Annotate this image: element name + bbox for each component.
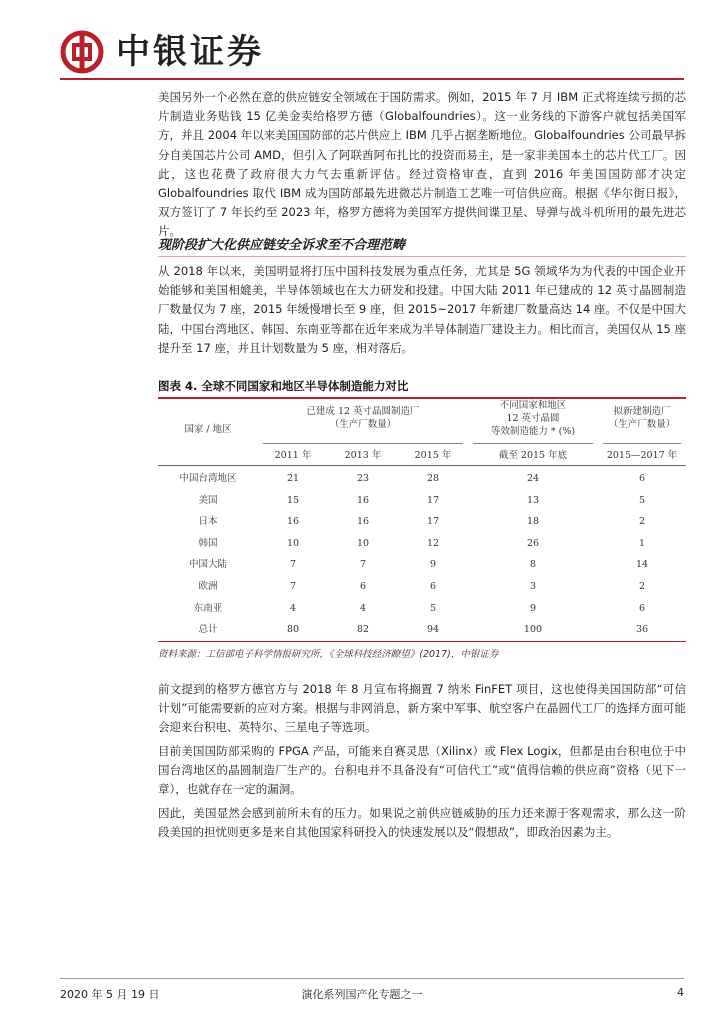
cell-region: 中国大陆 [188, 559, 227, 571]
cell-2011: 21 [286, 473, 300, 484]
col-group-capacity-line3: 等效制造能力 * (%) [490, 426, 576, 437]
cell-2013: 7 [359, 559, 367, 571]
cell-planned: 2 [638, 516, 646, 528]
cell-capacity: 3 [529, 581, 537, 592]
cell-2015: 6 [429, 581, 437, 592]
col-header-2015-2017: 2015—2017 年 [606, 450, 678, 461]
cell-2013: 16 [356, 516, 370, 528]
col-group-planned-line2: （生产厂数量） [608, 419, 676, 430]
col-header-2013: 2013 年 [344, 450, 382, 461]
col-header-2015: 2015 年 [414, 450, 452, 461]
paragraph-fpga: 目前美国国防部采购的 FPGA 产品，可能来自赛灵思（Xilinx）或 Flex Logix，但都是由台积电位于中国台湾地区的晶圆制造厂生产的。台积电并不具备没有“可信代工”或“值得信赖的供应商”资格（见下一章），也就存在一定的漏洞。 [158, 744, 686, 797]
cell-2015: 17 [426, 494, 440, 506]
cell-2015: 12 [426, 537, 440, 549]
cell-capacity: 18 [526, 516, 540, 528]
col-group-capacity-line1: 不同国家和地区 [499, 400, 567, 411]
cell-region: 中国台湾地区 [179, 473, 237, 484]
cell-2011: 10 [286, 537, 300, 549]
header-bottom-rule [158, 465, 686, 466]
brand-logo [60, 30, 264, 74]
cell-2011: 15 [286, 494, 300, 506]
cell-2011: 4 [289, 602, 297, 614]
cell-2011: 7 [289, 559, 297, 571]
cell-2013: 16 [356, 494, 370, 506]
section-heading: 现阶段扩大化供应链安全诉求至不合理范畴 [158, 238, 406, 253]
table-source-note: 资料来源：工信部电子科学情报研究所，《全球科技经济瞭望》(2017)，中银证券 [158, 649, 499, 660]
page-number: 4 [677, 986, 684, 999]
col-header-2015-end: 截至 2015 年底 [498, 450, 568, 461]
cell-2013: 6 [359, 581, 367, 592]
table-title: 图表 4. 全球不同国家和地区半导体制造能力对比 [158, 379, 409, 393]
cell-region: 东南亚 [193, 602, 223, 614]
cell-2013: 10 [356, 537, 370, 549]
cell-planned: 6 [638, 602, 646, 614]
paragraph-china-fabs: 从 2018 年以来，美国明显将打压中国科技发展为重点任务，尤其是 5G 领域华为为代表的中国企业开始能够和美国相媲美，半导体领域也在大力研发和投建。中国大陆 2011 年已建成的 12 英寸晶圆制造厂数量仅为 7 座，2015 年缓慢增长至 9 座，但 2015~2017 年新建厂数量高达 14 座。不仅是中国大陆，中国台湾地区、韩国、东南亚等都在近年来成为半导体制造厂建设主力。相比而言，美国仅从 15 座提升至 17 座，并且计划数量为 5 座，相对落后。 [158, 264, 686, 355]
table-top-rule [158, 397, 686, 399]
cell-capacity: 9 [529, 602, 537, 614]
cell-2015: 17 [426, 516, 440, 528]
cell-2015: 5 [429, 602, 437, 614]
cell-region: 美国 [198, 494, 218, 506]
cell-planned: 1 [638, 537, 646, 549]
cell-2011: 16 [286, 516, 300, 528]
cell-2011: 7 [289, 581, 297, 592]
cell-planned: 5 [638, 494, 646, 506]
group3-underline [603, 443, 681, 444]
group1-underline [263, 443, 463, 444]
cell-2013: 82 [356, 624, 370, 636]
footer-date: 2020 年 5 月 19 日 [60, 988, 160, 1001]
cell-planned: 14 [635, 559, 649, 571]
col-header-2011: 2011 年 [274, 450, 312, 461]
header-divider [60, 78, 684, 80]
cell-2011: 80 [286, 624, 300, 636]
col-group-built-fabs-line1: 已建成 12 英寸晶圆制造厂 [306, 406, 420, 417]
col-group-planned-line1: 拟新建制造厂 [613, 406, 671, 417]
cell-planned: 6 [638, 473, 646, 484]
cell-capacity: 24 [526, 473, 540, 484]
cell-region: 韩国 [198, 537, 218, 549]
cell-planned: 2 [638, 581, 646, 592]
footer-doc-title: 演化系列国产化专题之一 [301, 988, 423, 1001]
paragraph-finfet: 前文提到的格罗方德官方与 2018 年 8 月宣布将搁置 7 纳米 FinFET 项目，这也使得美国国防部“可信计划”可能需要新的应对方案。根据与非网消息，新方案中军事、航空客户在晶圆代工厂的选择方面可能会迎来台积电、英特尔、三星电子等选项。 [158, 682, 686, 735]
cell-capacity: 8 [529, 559, 537, 571]
cell-region: 欧洲 [198, 581, 218, 592]
cell-capacity: 100 [523, 624, 543, 636]
cell-region: 日本 [198, 516, 218, 528]
col-group-capacity-line2: 12 英寸晶圆 [506, 413, 560, 424]
cell-2013: 4 [359, 602, 367, 614]
cell-2015: 9 [429, 559, 437, 571]
cell-2015: 94 [426, 624, 440, 636]
group2-underline [473, 443, 593, 444]
col-header-region: 国家 / 地区 [184, 424, 232, 435]
paragraph-conclusion: 因此，美国显然会感到前所未有的压力。如果说之前供应链威胁的压力还来源于客观需求，那么这一阶段美国的担忧则更多是来自其他国家科研投入的快速发展以及“假想敌”，即政治因素为主。 [158, 806, 686, 840]
cell-capacity: 13 [526, 494, 540, 506]
table-bottom-rule [158, 641, 686, 642]
bank-of-china-logo-icon [60, 30, 104, 74]
brand-name: 中银证券 [116, 32, 264, 72]
cell-2013: 23 [356, 473, 370, 484]
footer-divider [60, 978, 684, 979]
section-heading-rule [158, 256, 686, 257]
paragraph-ibm-globalfoundries: 美国另外一个必然在意的供应链安全领域在于国防需求。例如，2015 年 7 月 IBM 正式将连续亏损的芯片制造业务贴钱 15 亿美金卖给格罗方德（Globalfoundries）。这一业务线的下游客户就包括美国军方，并且 2004 年以来美国国防部的芯片供应上 IBM 几乎占据垄断地位。Globalfoundries 公司最早拆分自美国芯片公司 AMD，但引入了阿联酋阿布扎比的投资而易主，是一家非美国本土的芯片代工厂。因此，这也花费了政府很大力气去重新评估。经过资格审查，直到 2016 年美国国防部才决定 Globalfoundries 取代 IBM 成为国防部最先进微芯片制造工艺唯一可信供应商。根据《华尔街日报》，双方签订了 7 年长约至 2023 年，格罗方德将为美国军方提供间谍卫星、导弹与战斗机所用的最先进芯片。 [158, 90, 686, 239]
cell-region: 总计 [198, 624, 218, 636]
cell-2015: 28 [426, 473, 440, 484]
cell-capacity: 26 [526, 537, 540, 549]
cell-planned: 36 [635, 624, 649, 636]
col-group-built-fabs-line2: （生产厂数量） [329, 419, 397, 430]
